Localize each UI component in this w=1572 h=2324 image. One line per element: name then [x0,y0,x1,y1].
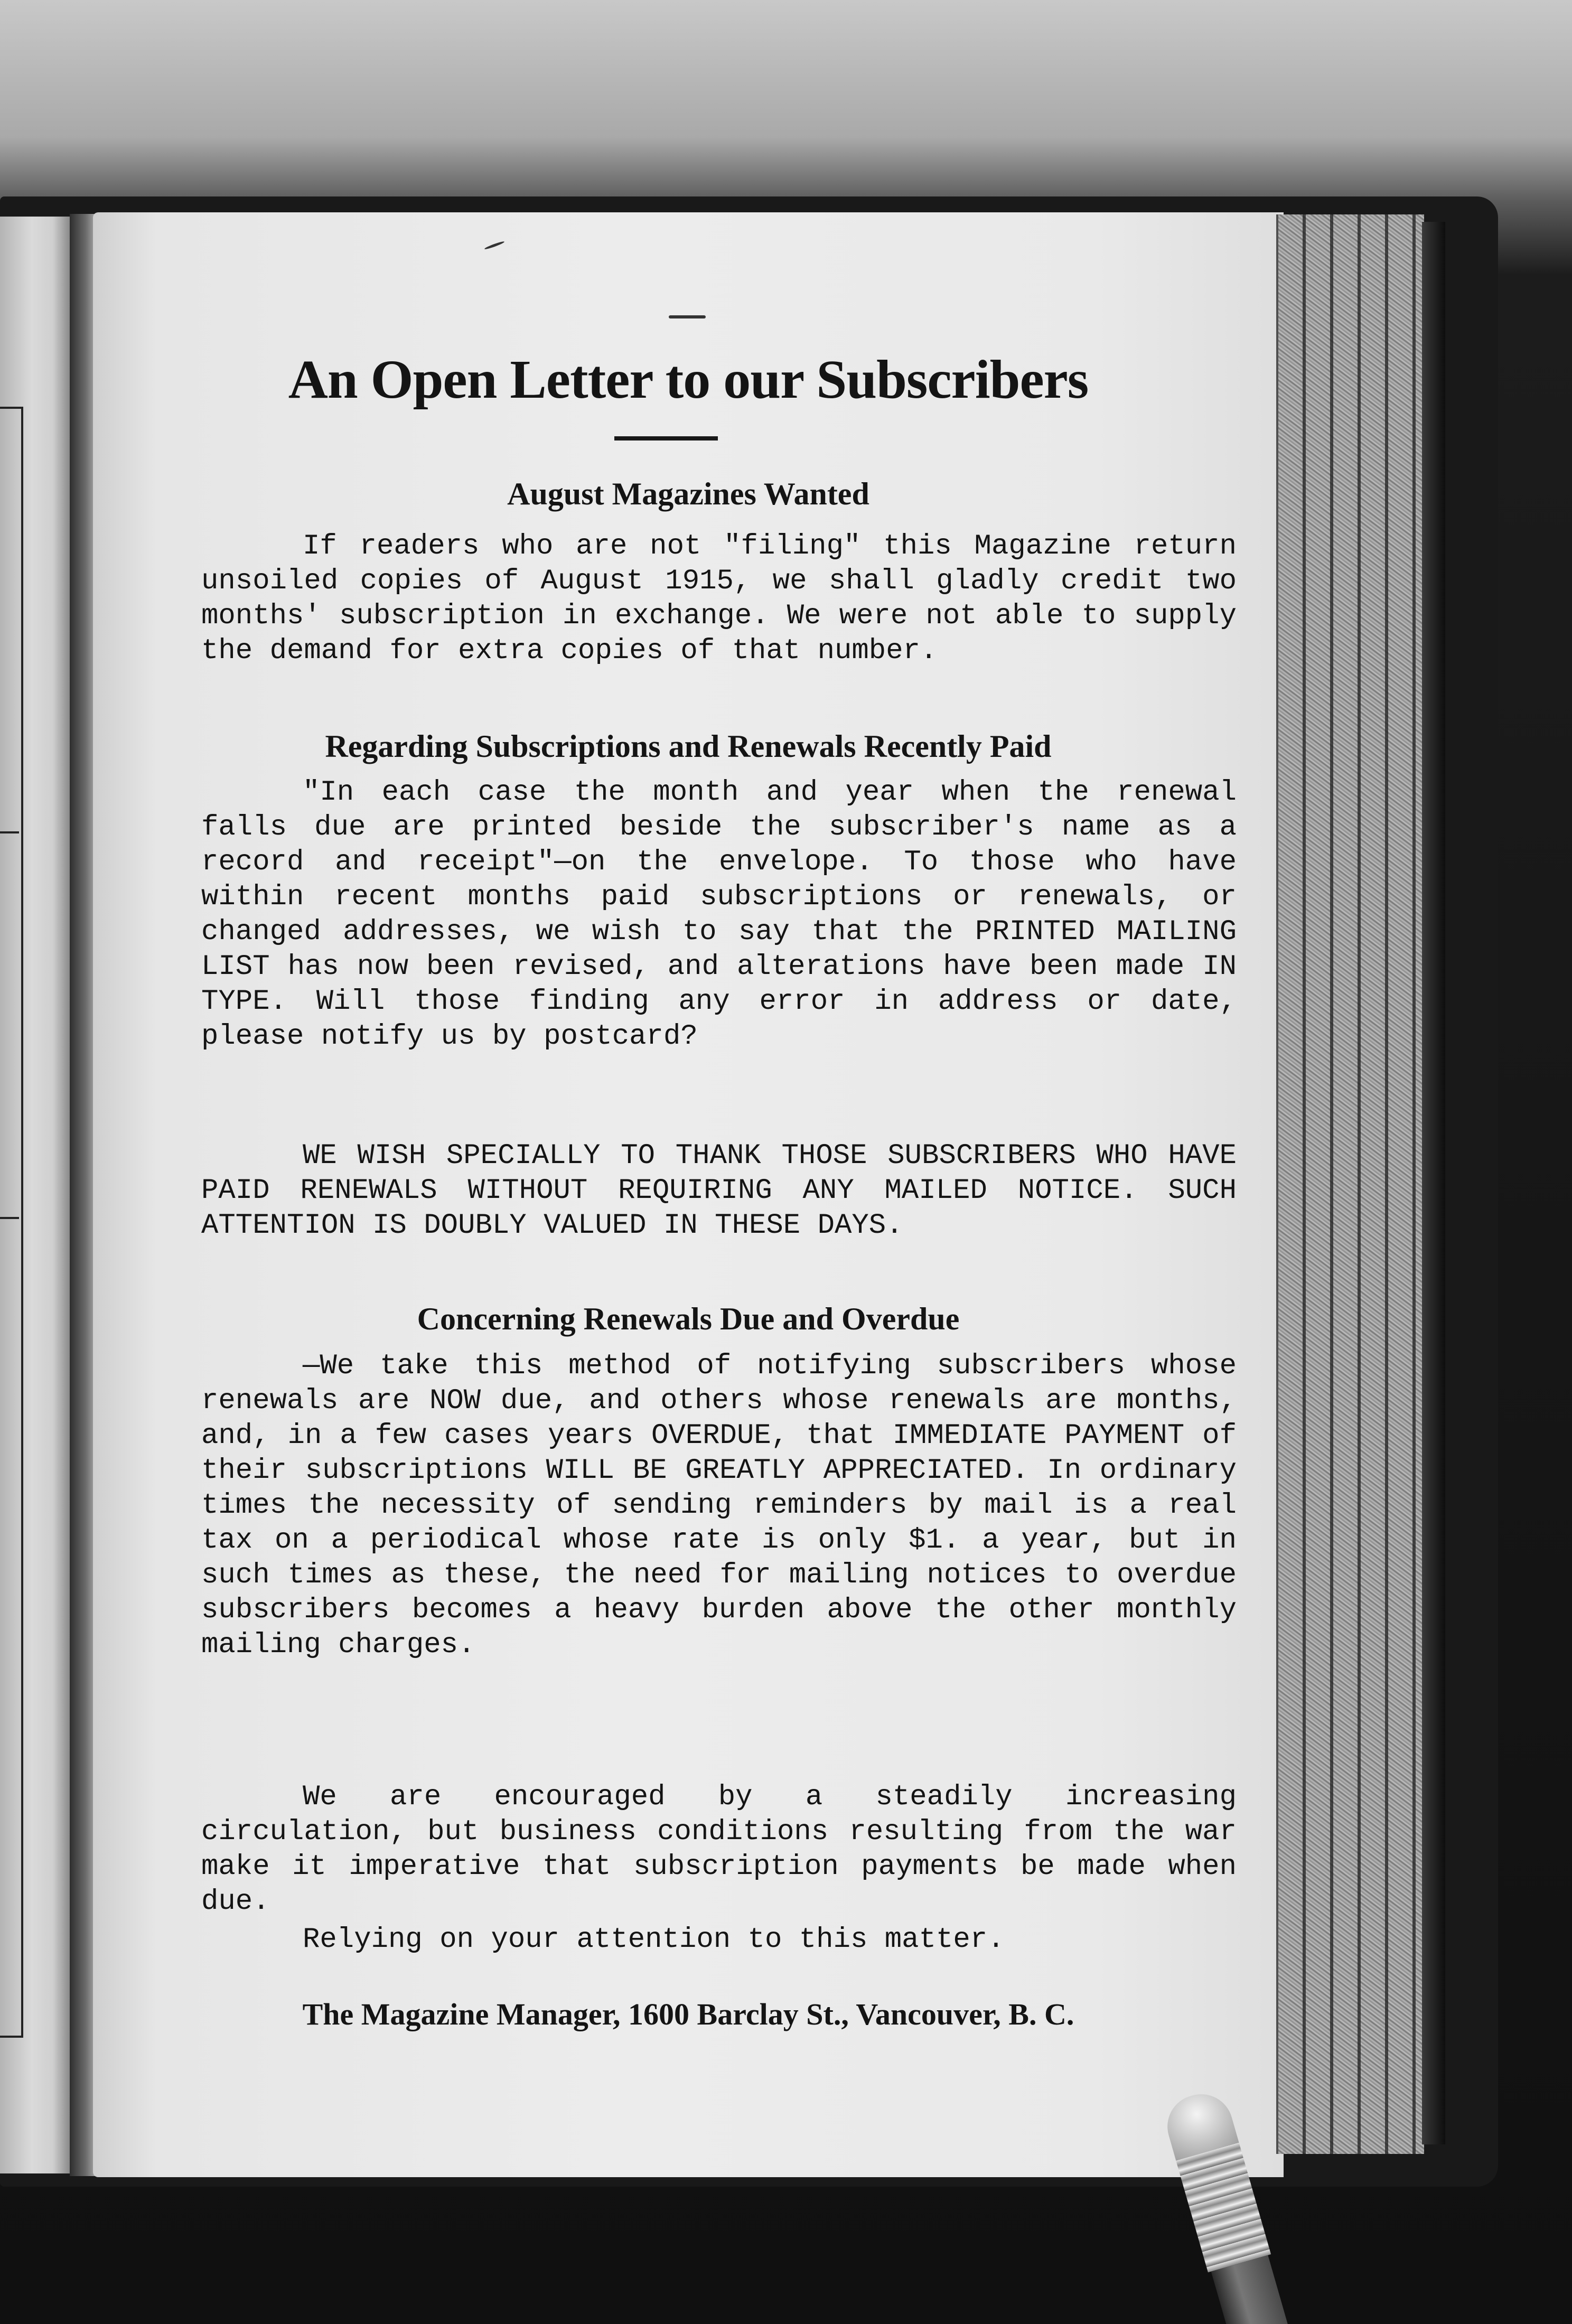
section-heading-august: August Magazines Wanted [507,476,869,511]
page-edges-shadow [1422,222,1445,2144]
section-heading-recently-paid: Regarding Subscriptions and Renewals Recently Paid [325,729,1052,764]
pencil-mark [484,240,504,250]
paragraph-recently-paid: "In each case the month and year when the renewal falls due are printed beside the subscriber's name as a record and receipt"—on the envelope. To those who have within recent months paid subscriptions or renewals, or changed addresses, we wish to say that the PRINTED MAILING LIST has now been revised, and alterations have been made IN TYPE. Will those finding any error in address or date, please notify us by postcard? [201,776,1237,1053]
title-divider [614,436,718,441]
paragraph-closing: Relying on your attention to this matter. [303,1924,1005,1956]
paragraph-august: If readers who are not "filing" this Magazine return unsoiled copies of August 1915, we shall gladly credit two months' subscription in exchange. We were not able to supply the demand for extra copies of that number. [201,530,1237,667]
paragraph-overdue: —We take this method of notifying subscribers whose renewals are NOW due, and others whose renewals are months, and, in a few cases years OVERDUE, that IMMEDIATE PAYMENT of their subscriptions WILL BE GREATLY APPRECIATED. In ordinary times the necessity of sending reminders by mail is a real tax on a periodical whose rate is only $1. a year, but in such times as these, the need for mailing notices to overdue subscribers becomes a heavy burden above the other monthly mailing charges. [201,1350,1237,1661]
left-page-rule [0,1217,19,1219]
section-heading-overdue: Concerning Renewals Due and Overdue [417,1301,960,1336]
pencil-mark [669,315,706,318]
letter-title: An Open Letter to our Subscribers [288,349,1089,410]
paragraph-thanks: WE WISH SPECIALLY TO THANK THOSE SUBSCRIBERS WHO HAVE PAID RENEWALS WITHOUT REQUIRING ANY MAILED NOTICE. SUCH ATTENTION IS DOUBLY VALUED IN THESE DAYS. [201,1140,1237,1242]
signature: The Magazine Manager, 1600 Barclay St., Vancouver, B. C. [302,1997,1074,2031]
page-edges [1276,214,1424,2154]
left-page-border [0,407,23,2038]
left-page-rule [0,831,19,833]
paragraph-encouraged: We are encouraged by a steadily increasing circulation, but business conditions resulting from the war make it imperative that subscription payments be made when due. [201,1781,1237,1918]
letter-content [93,212,1284,2177]
